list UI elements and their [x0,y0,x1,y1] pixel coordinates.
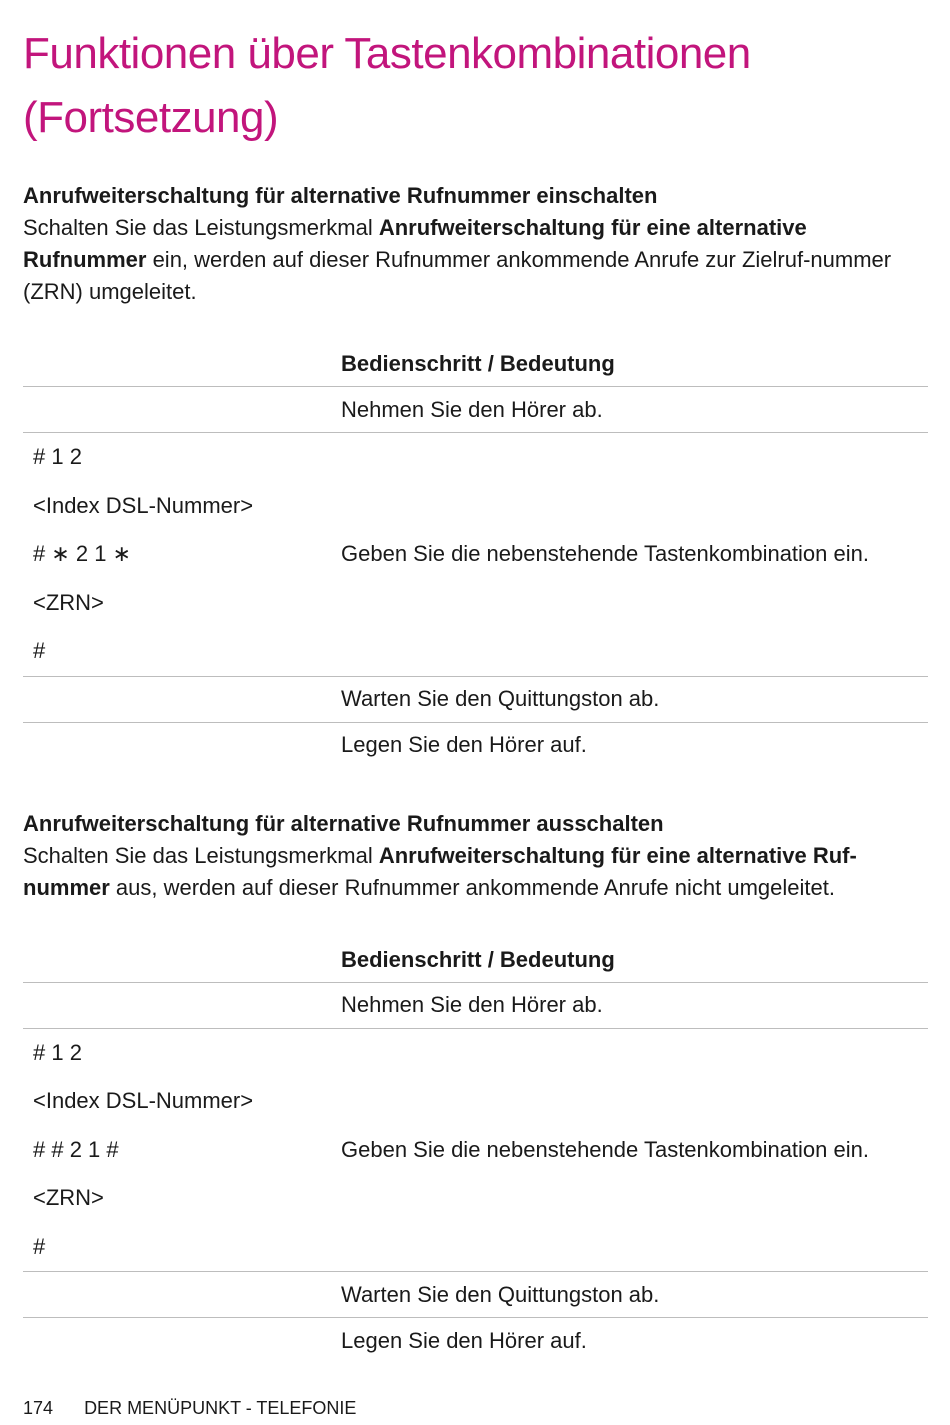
key-line: # # 2 1 # [33,1136,119,1162]
table-row [23,676,928,722]
description-text: ein, werden auf dieser Rufnummer ankommende Anrufe zur Zielruf-nummer (ZRN) umgeleitet. [23,247,892,304]
table-row [23,722,928,768]
table-header-empty [23,938,341,983]
step-text: Warten Sie den Quittungston ab. [341,1272,928,1318]
table-row [23,982,928,1028]
steps-table [23,342,928,768]
step-text: Warten Sie den Quittungston ab. [341,676,928,722]
table-header [341,938,928,983]
step-text: Geben Sie die nebenstehende Tastenkombination ein. [341,433,928,677]
steps-table [23,938,928,1364]
key-line: # 1 2 [33,1039,82,1065]
key-line: # ∗ 2 1 ∗ [33,541,132,566]
table-row [23,387,928,433]
page-content [23,0,928,1363]
table-header-label: Bedienschritt / Bedeutung [341,351,615,376]
page-title [23,22,928,150]
key-line: <ZRN> [33,1185,104,1210]
chapter-name: DER MENÜPUNKT - TELEFONIE [84,1398,357,1418]
table-row [23,1318,928,1364]
table-header-row [23,938,928,983]
page-number: 174 [23,1398,54,1418]
table-header-label: Bedienschritt / Bedeutung [341,946,615,972]
key-line: # 1 2 [33,444,82,469]
key-line: # [33,638,46,663]
section-disable [23,808,928,1364]
page-title-line2: (Fortsetzung) [23,93,279,142]
key-line: <Index DSL-Nummer> [33,492,254,518]
key-sequence [23,1028,341,1272]
key-line: # [33,1233,46,1259]
step-text: Legen Sie den Hörer auf. [341,1327,587,1353]
page-footer [23,1398,356,1419]
table-header-empty [23,342,341,387]
table-row [23,1028,928,1272]
description-text: Schalten Sie das Leistungsmerkmal [23,842,379,868]
page-title-line1: Funktionen über Tastenkombinationen [23,29,751,78]
section-heading: Anrufweiterschaltung für alternative Rufnummer einschalten [23,183,658,208]
section-description [23,840,928,904]
step-text: Nehmen Sie den Hörer ab. [341,982,928,1028]
key-line: <Index DSL-Nummer> [33,1088,254,1113]
table-row [23,433,928,677]
key-sequence [23,433,341,677]
table-header [341,342,928,387]
step-text: Geben Sie die nebenstehende Tastenkombination ein. [341,1028,928,1272]
step-text: Legen Sie den Hörer auf. [341,732,587,757]
table-row [23,1272,928,1318]
section-enable [23,180,928,768]
feature-name: Anrufweiterschaltung für eine alternative Ruf-nummer [23,842,857,900]
feature-name: Anrufweiterschaltung für eine alternative Rufnummer [23,215,807,272]
description-text: aus, werden auf dieser Rufnummer ankommende Anrufe nicht umgeleitet. [109,874,835,900]
section-heading: Anrufweiterschaltung für alternative Rufnummer ausschalten [23,810,664,836]
description-text: Schalten Sie das Leistungsmerkmal [23,215,379,240]
section-description [23,212,928,308]
key-line: <ZRN> [33,589,104,615]
table-header-row [23,342,928,387]
step-text: Nehmen Sie den Hörer ab. [341,387,928,433]
